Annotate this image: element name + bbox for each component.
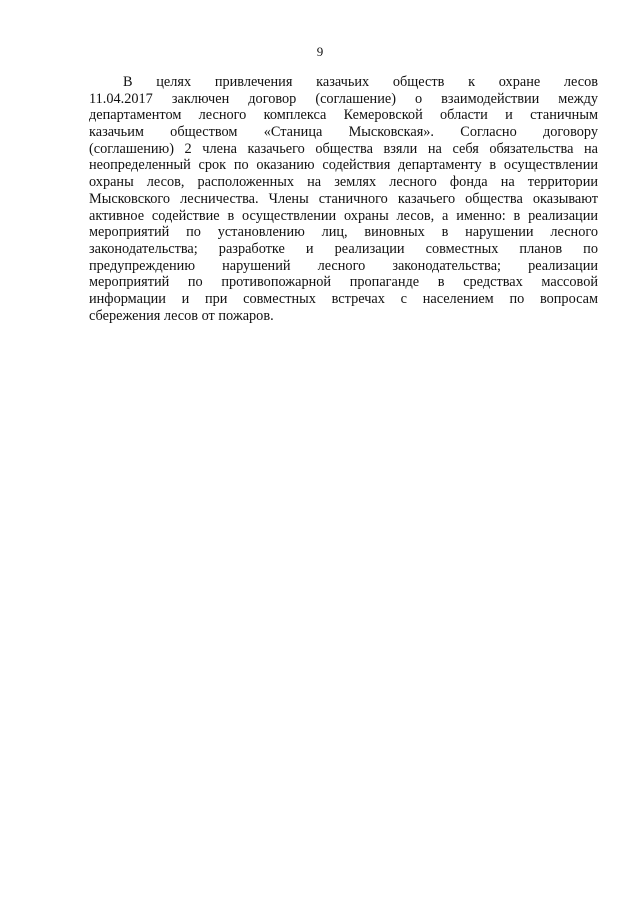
paragraph-line: мероприятий по установлению лиц, виновных в нарушении лесного: [89, 224, 598, 241]
paragraph-line: (соглашению) 2 члена казачьего общества взяли на себя обязательства на: [89, 140, 598, 157]
paragraph-line: неопределенный срок по оказанию содействия департаменту в осуществлении: [89, 157, 598, 174]
paragraph-line: казачьим обществом «Станица Мысковская». Согласно договору: [89, 124, 598, 141]
paragraph-line: мероприятий по противопожарной пропаганде в средствах массовой: [89, 274, 598, 291]
paragraph-line: 11.04.2017 заключен договор (соглашение) о взаимодействии между: [89, 90, 598, 107]
paragraph-line: В целях привлечения казачьих обществ к охране лесов: [123, 74, 598, 90]
body-paragraph: [89, 74, 598, 324]
paragraph-line: информации и при совместных встречах с населением по вопросам: [89, 290, 598, 307]
paragraph-line: охраны лесов, расположенных на землях лесного фонда на территории: [89, 174, 598, 191]
paragraph-line: сбережения лесов от пожаров.: [89, 307, 274, 324]
paragraph-line: департаментом лесного комплекса Кемеровской области и станичным: [89, 107, 598, 124]
paragraph-line: Мысковского лесничества. Члены станичного казачьего общества оказывают: [89, 190, 598, 207]
paragraph-line: законодательства; разработке и реализации совместных планов по: [89, 240, 598, 257]
paragraph-line: активное содействие в осуществлении охраны лесов, а именно: в реализации: [89, 207, 598, 224]
page-number: 9: [316, 44, 324, 59]
paragraph-line: предупреждению нарушений лесного законодательства; реализации: [89, 257, 598, 274]
